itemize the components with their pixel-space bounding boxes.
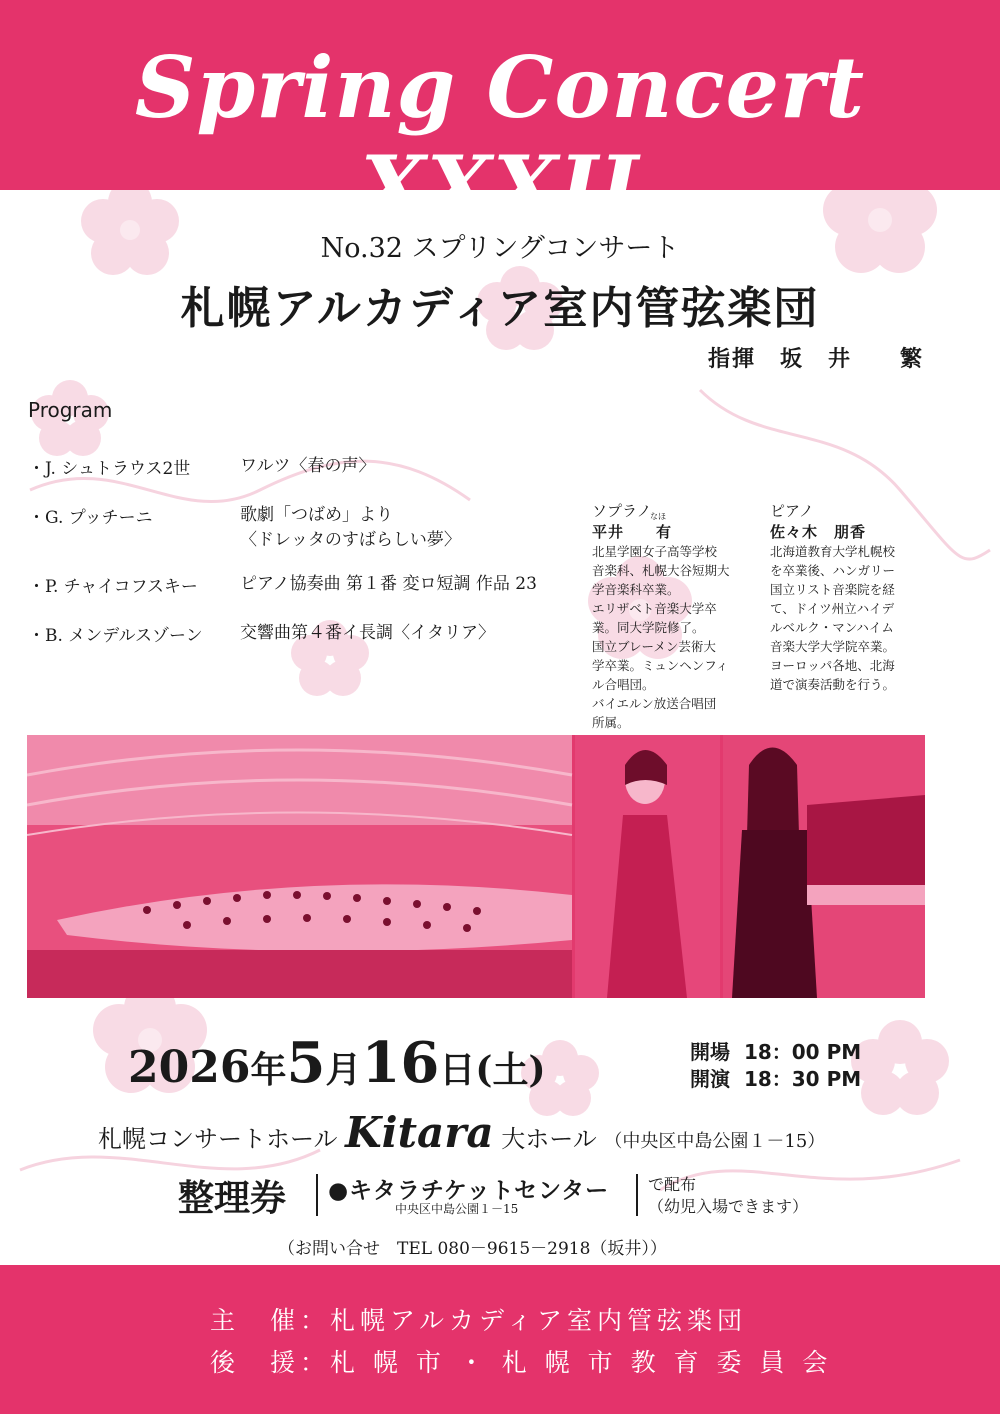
program-work: ピアノ協奏曲 第１番 変ロ短調 作品 23 — [240, 574, 537, 594]
program-work-subtitle: 〈ドレッタのすばらしい夢〉 — [240, 530, 461, 550]
venue — [98, 1108, 825, 1157]
program-composer: ・B. メンデルスゾーン — [28, 626, 203, 646]
divider — [316, 1174, 318, 1216]
venue-address: （中央区中島公園１－15） — [604, 1131, 826, 1152]
soloist-soprano — [592, 500, 760, 732]
doors-open — [690, 1036, 861, 1065]
soloist-role: ピアノ — [770, 502, 814, 520]
footer-band — [0, 1265, 1000, 1414]
program-composer: ・P. チャイコフスキー — [28, 577, 198, 597]
soloist-bio: 北星学園女子高等学校 音楽科、札幌大谷短期大 学音楽科卒業。 エリザベト音楽大学卒 業。同大学院修了。 国立ブレーメン芸術大 学卒業。ミュンヘンフィ ル合唱団。 バイエルン放送合唱団 所属。 — [592, 544, 730, 730]
ticket-label: 整理券 — [178, 1177, 287, 1219]
pianist-photo — [723, 735, 925, 998]
program-work: 歌劇「つばめ」より — [240, 505, 393, 525]
divider — [636, 1174, 638, 1216]
date-day: 16 — [361, 1030, 440, 1096]
inquiry-contact: （お問い合せ TEL 080－9615－2918（坂井）） — [278, 1239, 667, 1259]
venue-prefix: 札幌コンサートホール — [98, 1125, 338, 1153]
program-work: 交響曲第４番イ長調〈イタリア〉 — [240, 623, 495, 643]
program-composer: ・J. シュトラウス2世 — [28, 459, 191, 479]
soloist-role: ソプラノ — [592, 502, 652, 520]
support-credit: 後 援：札 幌 市 ・ 札 幌 市 教 育 委 員 会 — [210, 1348, 833, 1377]
ticket-note: （幼児入場できます） — [648, 1197, 809, 1216]
concert-subtitle: No.32 スプリングコンサート — [320, 233, 680, 264]
soloist-bio: 北海道教育大学札幌校 を卒業後、ハンガリー 国立リスト音楽院を経 て、ドイツ州立ハイデ ルベルク・マンハイム 音楽大学大学院卒業。 ヨーロッパ各地、北海 道で演奏活動を行う。 — [770, 544, 896, 692]
date-month-unit: 月 — [325, 1049, 362, 1091]
photo-strip — [27, 735, 925, 998]
ticket-distribution: で配布 （幼児入場できます） — [648, 1175, 809, 1216]
date-month: 5 — [286, 1030, 326, 1096]
soloist-piano — [770, 500, 938, 694]
date-day-unit: 日 — [439, 1049, 476, 1091]
program-work: ワルツ〈春の声〉 — [240, 456, 376, 476]
venue-hall: 大ホール — [501, 1125, 597, 1153]
soloist-name: 平井 有 — [592, 523, 673, 541]
ticket-center: ●キタラチケットセンター — [328, 1177, 610, 1204]
program-composer: ・G. プッチーニ — [28, 508, 153, 528]
doors-label: 開場 — [690, 1040, 730, 1064]
concert-date — [128, 1030, 546, 1096]
doors-time: 18：00 PM — [743, 1040, 862, 1064]
start-time-value: 18：30 PM — [743, 1067, 862, 1091]
date-year: 2026 — [128, 1042, 251, 1093]
start-label: 開演 — [690, 1067, 730, 1091]
program-heading: Program — [28, 398, 113, 422]
flower-decoration — [851, 1020, 949, 1115]
concert-title: Spring Concert XXXII — [134, 38, 866, 236]
ticket-center-address: 中央区中島公園１－15 — [395, 1202, 519, 1216]
orchestra-name: 札幌アルカディア室内管弦楽団 — [180, 283, 820, 334]
date-weekday: (土) — [475, 1049, 546, 1091]
soloist-name: 佐々木 朋香 — [770, 523, 867, 541]
organizer-credit: 主 催：札幌アルカディア室内管弦楽団 — [210, 1306, 748, 1335]
date-year-unit: 年 — [250, 1049, 287, 1091]
hall-photo — [27, 735, 572, 998]
name-ruby: なほ — [650, 512, 666, 521]
conductor-credit: 指揮 坂 井 繁 — [708, 346, 925, 372]
venue-name: Kitara — [345, 1108, 494, 1157]
soprano-photo — [575, 735, 720, 998]
start-time — [690, 1063, 861, 1092]
